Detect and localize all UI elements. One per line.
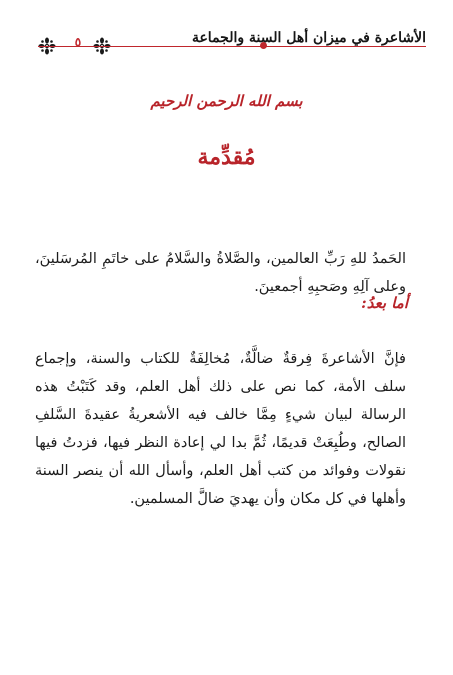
page-number: ٥	[74, 35, 82, 49]
paragraph-body: فإنَّ الأشاعرةَ فِرقةٌ ضالَّةٌ، مُخالِفَةٌ للكتاب والسنة، وإجماع سلف الأمة، كما نص على ذلك أهل العلم، وقد كَتَبْتُ هذه الرسالة لبيان شيءٍ مِمَّا خالف فيه الأشعريةُ عقيدةَ السَّلفِ الصالح، وطُبِعَتْ قديمًا، ثُمَّ بدا لي إعادة النظر فيها، فزدتُ فيها نقولات وفوائد من كتب أهل العلم، وأسأل الله أن ينصر السنة وأهلها في كل مكان وأن يهديَ ضالَّ المسلمين.	[35, 350, 406, 507]
basmala: بسم الله الرحمن الرحيم	[150, 92, 303, 110]
section-title: مُقدِّمة	[197, 144, 256, 170]
page-header	[38, 30, 426, 58]
running-title: الأشاعرة في ميزان أهل السنة والجماعة	[191, 30, 426, 46]
subheading-amma-bad: أما بعدُ:	[361, 294, 408, 312]
header-rule	[38, 46, 426, 47]
paragraph-opening: الحَمدُ للهِ رَبِّ العالمين، والصَّلاةُ والسَّلامُ على خاتَمِ المُرسَلينَ، وعلى آلِهِ وصَحبِهِ أجمعينَ.	[35, 250, 406, 295]
